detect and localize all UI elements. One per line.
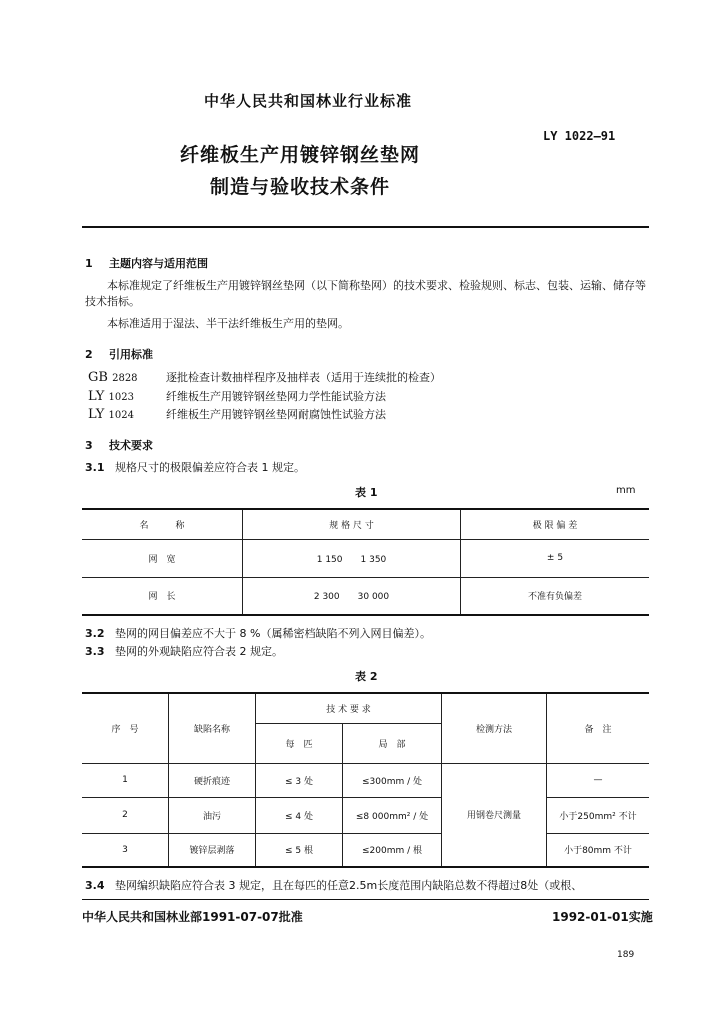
header-cell-no: 序 号 xyxy=(82,693,169,763)
footer-rule xyxy=(82,899,649,900)
clause-number: 3.2 xyxy=(85,627,105,640)
standard-number: LY 1022—91 xyxy=(543,129,616,143)
reference-code: 1023 xyxy=(108,392,134,403)
cell-per-roll: ≤ 5 根 xyxy=(256,833,343,867)
cell-name: 网 长 xyxy=(82,577,243,615)
cell-defect: 镀锌层剥落 xyxy=(169,833,256,867)
section-title: 技术要求 xyxy=(109,439,153,452)
section-1-heading xyxy=(85,255,208,271)
section-number: 2 xyxy=(85,348,93,361)
section-1-paragraph-2: 本标准适用于湿法、半干法纤维板生产用的垫网。 xyxy=(107,317,349,330)
section-2-heading xyxy=(85,346,153,362)
reference-item xyxy=(88,406,386,422)
reference-prefix: GB xyxy=(88,370,108,385)
cell-spec: 2 300 30 000 xyxy=(243,577,461,615)
cell-defect: 油污 xyxy=(169,797,256,833)
cell-no: 2 xyxy=(82,797,169,833)
reference-code: 1024 xyxy=(108,410,134,421)
cell-per-roll: ≤ 4 处 xyxy=(256,797,343,833)
reference-prefix: LY xyxy=(88,407,105,422)
clause-3-4 xyxy=(85,878,651,894)
document-title-line2: 制造与验收技术条件 xyxy=(209,176,390,198)
cell-method: 用钢卷尺测量 xyxy=(442,763,547,867)
cell-spec: 1 150 1 350 xyxy=(243,539,461,577)
cell-local: ≤200mm / 根 xyxy=(343,833,442,867)
header-cell-name: 名 称 xyxy=(82,509,243,539)
section-number: 1 xyxy=(85,257,93,270)
reference-prefix: LY xyxy=(88,389,105,404)
document-title-line1: 纤维板生产用镀锌钢丝垫网 xyxy=(179,144,420,166)
section-title: 主题内容与适用范围 xyxy=(109,257,208,270)
table-2 xyxy=(82,692,649,868)
clause-3-2 xyxy=(85,626,431,642)
table-1 xyxy=(82,508,649,616)
cell-no: 3 xyxy=(82,833,169,867)
clause-number: 3.1 xyxy=(85,461,105,474)
cell-remark: 小于250mm² 不计 xyxy=(547,797,650,833)
issuing-organization: 中华人民共和国林业行业标准 xyxy=(204,92,413,110)
header-cell-per-roll: 每 匹 xyxy=(256,723,343,763)
approval-line: 中华人民共和国林业部1991-07-07批准 xyxy=(82,910,303,924)
header-cell-defect: 缺陷名称 xyxy=(169,693,256,763)
cell-remark: — xyxy=(547,763,650,797)
header-cell-method: 检测方法 xyxy=(442,693,547,763)
reference-code: 2828 xyxy=(112,373,138,384)
cell-name: 网 宽 xyxy=(82,539,243,577)
table-1-unit: mm xyxy=(616,485,636,496)
section-title: 引用标准 xyxy=(109,348,153,361)
cell-defect: 硬折痕迹 xyxy=(169,763,256,797)
header-cell-spec: 规 格 尺 寸 xyxy=(243,509,461,539)
cell-remark: 小于80mm 不计 xyxy=(547,833,650,867)
section-1-paragraph-1: 本标准规定了纤维板生产用镀锌钢丝垫网（以下简称垫网）的技术要求、检验规则、标志、包装、运输、储存等技术指标。 xyxy=(85,279,646,308)
cell-no: 1 xyxy=(82,763,169,797)
table-row xyxy=(82,577,649,615)
clause-text: 垫网编织缺陷应符合表 3 规定，且在每匹的任意2.5m长度范围内缺陷总数不得超过8处（或根、 xyxy=(115,879,583,892)
page-number: 189 xyxy=(617,950,635,960)
reference-item xyxy=(88,369,441,385)
clause-text: 垫网的外观缺陷应符合表 2 规定。 xyxy=(115,645,283,658)
header-cell-tech-req: 技 术 要 求 xyxy=(256,693,442,723)
cell-tolerance: ± 5 xyxy=(461,539,650,577)
reference-title: 逐批检查计数抽样程序及抽样表（适用于连续批的检查） xyxy=(166,371,441,384)
table-row xyxy=(82,763,649,797)
cell-local: ≤8 000mm² / 处 xyxy=(343,797,442,833)
clause-text: 规格尺寸的极限偏差应符合表 1 规定。 xyxy=(115,461,305,474)
table-2-caption: 表 2 xyxy=(355,670,378,683)
clause-3-3 xyxy=(85,644,283,660)
clause-text: 垫网的网目偏差应不大于 8 %（属稀密档缺陷不列入网目偏差）。 xyxy=(115,627,431,640)
effective-date: 1992-01-01实施 xyxy=(552,910,653,924)
table-header-row xyxy=(82,509,649,539)
reference-item xyxy=(88,388,386,404)
header-cell-local: 局 部 xyxy=(343,723,442,763)
reference-title: 纤维板生产用镀锌钢丝垫网耐腐蚀性试验方法 xyxy=(166,408,386,421)
header-cell-remark: 备 注 xyxy=(547,693,650,763)
cell-tolerance: 不准有负偏差 xyxy=(461,577,650,615)
header-rule xyxy=(82,226,649,228)
section-number: 3 xyxy=(85,439,93,452)
table-header-row xyxy=(82,693,649,723)
cell-local: ≤300mm / 处 xyxy=(343,763,442,797)
section-3-heading xyxy=(85,437,153,453)
header-cell-tolerance: 极 限 偏 差 xyxy=(461,509,650,539)
cell-per-roll: ≤ 3 处 xyxy=(256,763,343,797)
table-row xyxy=(82,539,649,577)
table-row xyxy=(82,797,649,833)
clause-3-1 xyxy=(85,460,305,476)
table-1-caption: 表 1 xyxy=(355,486,378,499)
clause-number: 3.3 xyxy=(85,645,105,658)
reference-title: 纤维板生产用镀锌钢丝垫网力学性能试验方法 xyxy=(166,390,386,403)
table-row xyxy=(82,833,649,867)
clause-number: 3.4 xyxy=(85,879,105,892)
